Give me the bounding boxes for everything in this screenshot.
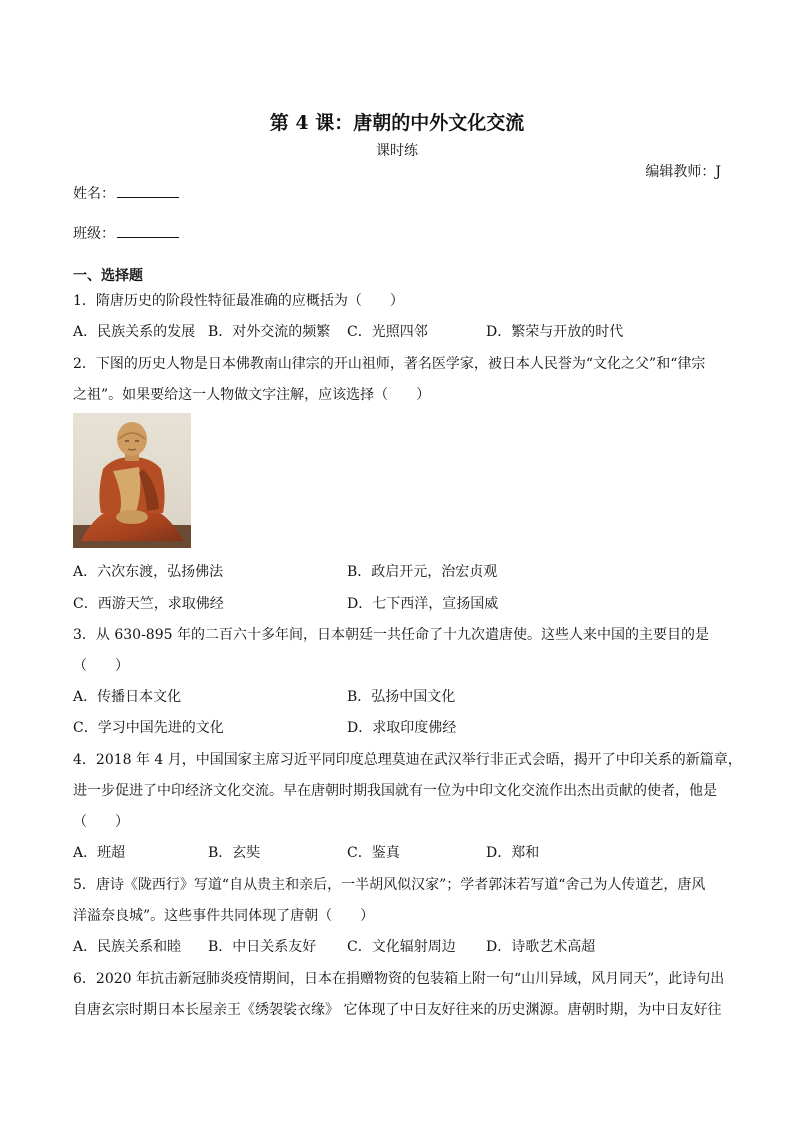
q3-option-b[interactable]: B．弘扬中国文化 — [347, 689, 456, 705]
page-subtitle: 课时练 — [376, 143, 418, 159]
q2-option-b[interactable]: B．政启开元，治宏贞观 — [347, 564, 498, 580]
q1-option-d[interactable]: D．繁荣与开放的时代 — [486, 324, 624, 340]
page-title: 第 4 课：唐朝的中外文化交流 — [269, 112, 525, 134]
q3-stem-line1: 3．从 630-895 年的二百六十多年间，日本朝廷一共任命了十九次遣唐使。这些人来中国的主要目的是 — [73, 627, 709, 643]
q3-stem-line2: （ ） — [73, 658, 129, 674]
class-label: 班级： — [73, 226, 115, 242]
class-blank[interactable] — [117, 223, 179, 238]
q1-option-c[interactable]: C．光照四邻 — [347, 324, 428, 340]
q3-option-d[interactable]: D．求取印度佛经 — [347, 720, 457, 736]
q5-option-b[interactable]: B．中日关系友好 — [208, 939, 317, 955]
q4-stem-line3: （ ） — [73, 814, 129, 830]
q4-option-b[interactable]: B．玄奘 — [208, 845, 261, 861]
q2-stem-line1: 2．下图的历史人物是日本佛教南山律宗的开山祖师，著名医学家，被日本人民誉为“文化之父”和“律宗 — [73, 356, 706, 372]
q4-stem-line1: 4．2018 年 4 月，中国国家主席习近平同印度总理莫迪在武汉举行非正式会晤，揭开了中印关系的新篇章， — [73, 752, 742, 768]
name-label: 姓名： — [73, 186, 115, 202]
q4-option-c[interactable]: C．鉴真 — [347, 845, 400, 861]
q5-option-a[interactable]: A．民族关系和睦 — [73, 939, 182, 955]
name-field — [73, 183, 179, 203]
q5-stem-line1: 5．唐诗《陇西行》写道“自从贵主和亲后，一半胡风似汉家”；学者郭沫若写道“舍己为人传道艺，唐风 — [73, 877, 706, 893]
q4-option-a[interactable]: A．班超 — [73, 845, 126, 861]
name-blank[interactable] — [117, 183, 179, 198]
q5-option-c[interactable]: C．文化辐射周边 — [347, 939, 456, 955]
editor-label: 编辑教师：J — [645, 164, 721, 180]
q1-option-a[interactable]: A．民族关系的发展 — [73, 324, 196, 340]
q2-stem-line2: 之祖”。如果要给这一人物做文字注解，应该选择（ ） — [73, 387, 431, 403]
q2-option-a[interactable]: A．六次东渡，弘扬佛法 — [73, 564, 224, 580]
q5-stem-line2: 洋溢奈良城”。这些事件共同体现了唐朝（ ） — [73, 908, 375, 924]
class-field — [73, 223, 179, 243]
q1-stem: 1．隋唐历史的阶段性特征最准确的应概括为（ ） — [73, 293, 404, 309]
q6-stem-line1: 6．2020 年抗击新冠肺炎疫情期间，日本在捐赠物资的包装箱上附一句“山川异域，风月同天”，此诗句出 — [73, 971, 725, 987]
q5-option-d[interactable]: D．诗歌艺术高超 — [486, 939, 596, 955]
monk-statue-image — [73, 413, 191, 548]
q3-option-c[interactable]: C．学习中国先进的文化 — [73, 720, 224, 736]
q2-option-d[interactable]: D．七下西洋，宣扬国威 — [347, 596, 499, 612]
q2-option-c[interactable]: C．西游天竺，求取佛经 — [73, 596, 224, 612]
q4-stem-line2: 进一步促进了中印经济文化交流。早在唐朝时期我国就有一位为中印文化交流作出杰出贡献的使者，他是 — [73, 783, 717, 799]
section-heading: 一、选择题 — [73, 268, 143, 284]
q1-option-b[interactable]: B．对外交流的频繁 — [208, 324, 331, 340]
q3-option-a[interactable]: A．传播日本文化 — [73, 689, 182, 705]
q6-stem-line2: 自唐玄宗时期日本长屋亲王《绣袈裟衣缘》 它体现了中日友好往来的历史渊源。唐朝时期，为中日友好往 — [73, 1002, 722, 1018]
q4-option-d[interactable]: D．郑和 — [486, 845, 540, 861]
